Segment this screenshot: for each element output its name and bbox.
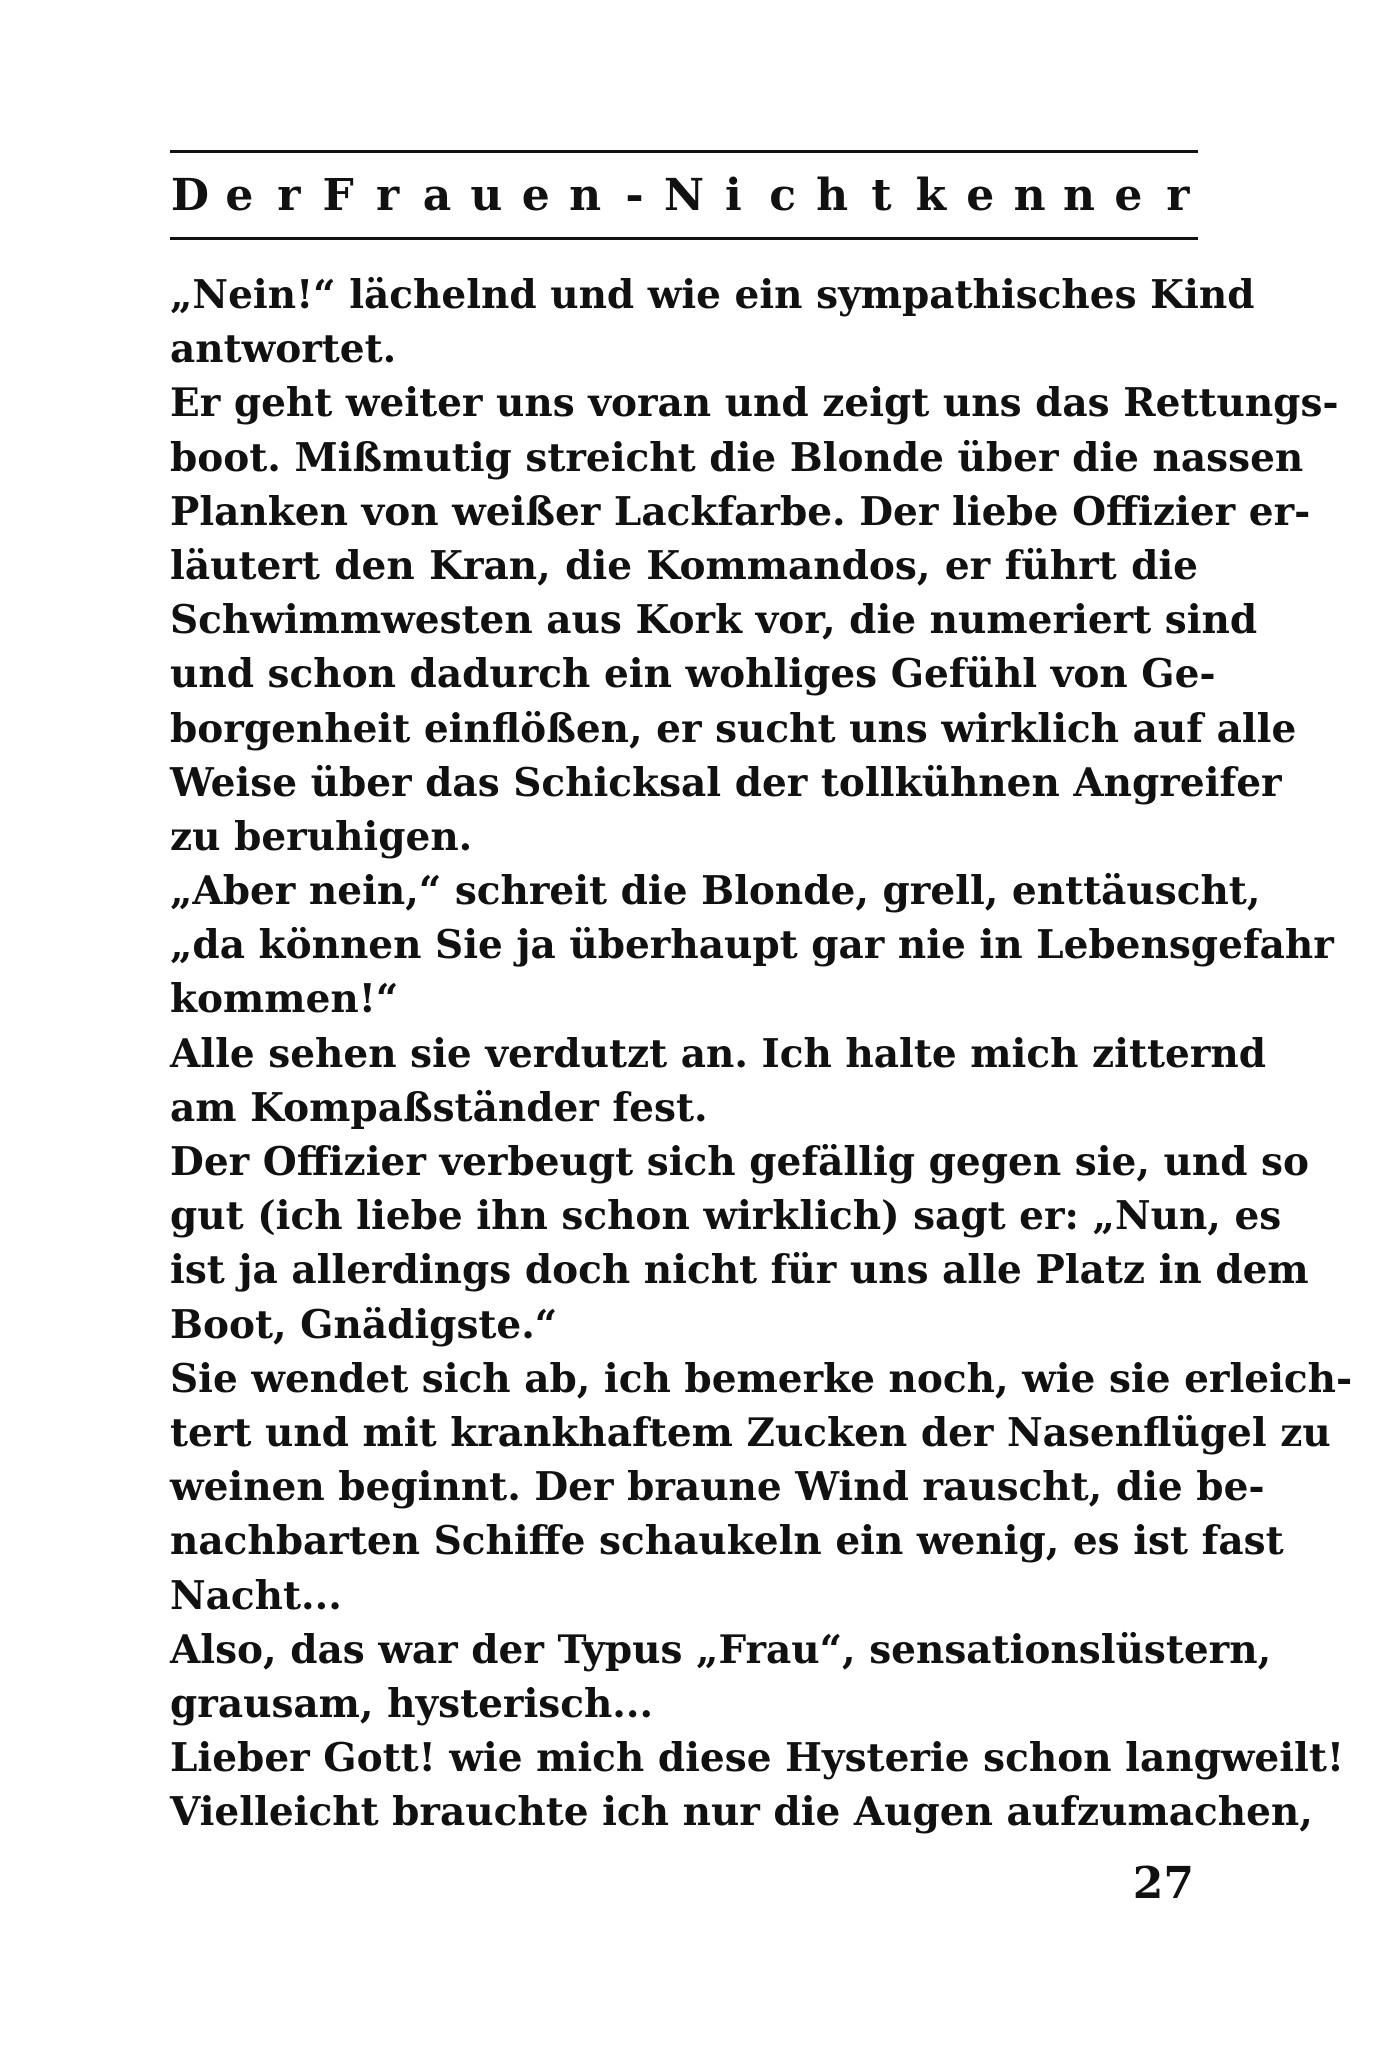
page-number: 27 (1132, 1858, 1194, 1909)
text-line: Also, das war der Typus „Frau“, sensationslüstern, (170, 1626, 1272, 1673)
text-line: läutert den Kran, die Kommandos, er führt die (170, 542, 1198, 589)
text-line: Er geht weiter uns voran und zeigt uns das Rettungs- (170, 380, 1339, 427)
text-line: „da können Sie ja überhaupt gar nie in Lebensgefahr (170, 922, 1334, 969)
running-head-letter: e (521, 169, 550, 221)
text-line: und schon dadurch ein wohliges Gefühl von Ge- (170, 651, 1216, 698)
running-head-letter: t (871, 169, 892, 221)
running-head-letter: r (1166, 169, 1190, 221)
running-head-letter: N (663, 169, 705, 221)
running-head-letter: n (1063, 169, 1096, 221)
text-line: „Aber nein,“ schreit die Blonde, grell, enttäuscht, (170, 868, 1261, 915)
running-head-letter: e (1114, 169, 1143, 221)
text-line: zu beruhigen. (170, 813, 473, 860)
running-head-letter: u (470, 169, 503, 221)
text-line: borgenheit einflößen, er sucht uns wirklich auf alle (170, 705, 1297, 752)
text-line: weinen beginnt. Der braune Wind rauscht, die be- (170, 1464, 1265, 1511)
running-head-letter: e (966, 169, 995, 221)
header-top-rule (170, 150, 1198, 153)
text-line: boot. Mißmutig streicht die Blonde über die nassen (170, 434, 1304, 481)
text-line: ist ja allerdings doch nicht für uns alle Platz in dem (170, 1247, 1309, 1294)
text-line: Sie wendet sich ab, ich bemerke noch, wie sie erleich- (170, 1355, 1353, 1402)
text-line: Boot, Gnädigste.“ (170, 1301, 558, 1348)
text-line: „Nein!“ lächelnd und wie ein sympathisches Kind (170, 272, 1255, 318)
text-line: antwortet. (170, 326, 397, 373)
running-head-letter: r (375, 169, 400, 221)
running-head-letter: h (816, 169, 849, 221)
text-line: Nacht... (170, 1572, 342, 1619)
body-text (170, 268, 1353, 1839)
text-line: am Kompaßständer fest. (170, 1084, 708, 1131)
text-line: Lieber Gott! wie mich diese Hysterie schon langweilt! (170, 1735, 1344, 1782)
text-line: Schwimmwesten aus Kork vor, die numeriert sind (170, 597, 1258, 644)
running-head-letter: k (915, 169, 947, 221)
running-head-letter: c (769, 169, 797, 221)
running-head-letter: F (322, 169, 354, 221)
running-head-letter: n (1013, 169, 1046, 221)
text-line: gut (ich liebe ihn schon wirklich) sagt er: „Nun, es (170, 1193, 1282, 1240)
running-head-letter: n (569, 169, 602, 221)
running-head-letter: i (724, 169, 742, 221)
header-bottom-rule (170, 237, 1198, 240)
text-line: Weise über das Schicksal der tollkühnen Angreifer (170, 759, 1282, 806)
running-head-letter: - (625, 169, 644, 221)
text-line: Planken von weißer Lackfarbe. Der liebe Offizier er- (170, 488, 1311, 535)
text-line: Der Offizier verbeugt sich gefällig gegen sie, und so (170, 1139, 1310, 1185)
text-line: tert und mit krankhaftem Zucken der Nasenflügel zu (170, 1409, 1331, 1456)
text-line: Alle sehen sie verdutzt an. Ich halte mich zitternd (170, 1030, 1266, 1077)
text-line: Vielleicht brauchte ich nur die Augen aufzumachen, (170, 1789, 1313, 1836)
text-line: grausam, hysterisch... (170, 1680, 654, 1727)
running-head (170, 165, 1198, 225)
running-head-letter: r (277, 169, 301, 221)
text-line: nachbarten Schiffe schaukeln ein wenig, es ist fast (170, 1518, 1284, 1565)
running-head-letter: a (422, 169, 452, 221)
running-head-letter: e (225, 169, 254, 221)
text-line: kommen!“ (170, 976, 399, 1023)
running-head-letter: D (170, 169, 210, 221)
